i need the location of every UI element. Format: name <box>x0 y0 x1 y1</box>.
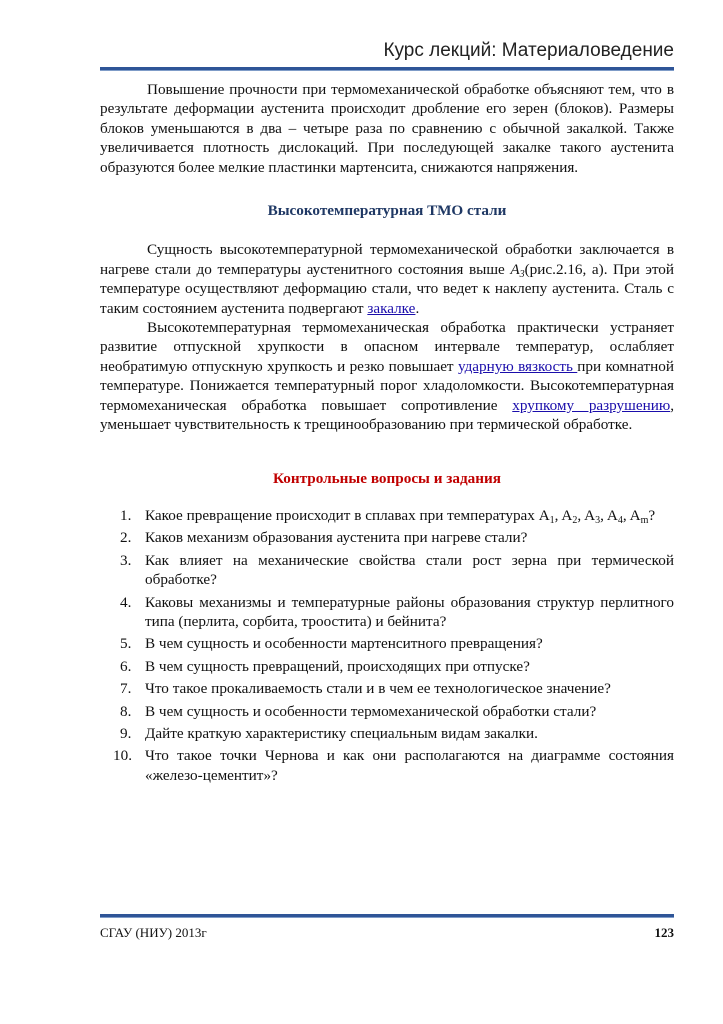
separator: , A <box>577 506 596 524</box>
question-text: Что такое точки Чернова и как они располагаются на диаграмме состояния «железо-цементит»? <box>145 747 674 784</box>
paragraph-effects <box>100 318 674 434</box>
question-text: Каковы механизмы и температурные районы образования структур перлитного типа (перлита, сорбита, троостита) и бейнита? <box>145 593 674 630</box>
question-number: 5. <box>120 635 132 653</box>
text-run: . <box>415 299 420 317</box>
header-rule <box>100 67 674 71</box>
text-run: при комнатной температуре. Понижается температурный порог хладоломкости. Высокотемпературная термомеханическая обработка повышает сопротивление <box>100 357 674 414</box>
footer-institution: СГАУ (НИУ) 2013г <box>100 925 207 940</box>
question-number: 6. <box>120 657 132 675</box>
list-item <box>100 551 674 590</box>
question-number: 2. <box>120 529 132 547</box>
subscript: 4 <box>617 514 623 526</box>
list-item <box>100 506 674 525</box>
page-number: 123 <box>654 925 674 940</box>
link-impact-toughness[interactable]: ударную вязкость <box>457 357 578 375</box>
list-item <box>100 724 674 743</box>
question-number: 7. <box>120 680 132 698</box>
text-run: Сущность высокотемпературной термомеханической обработки заключается в нагреве стали до температуры аустенитного состояния выше <box>100 241 674 278</box>
subscript: 1 <box>549 514 555 526</box>
questions-list <box>100 506 674 785</box>
list-item <box>100 657 674 676</box>
question-text: В чем сущность превращений, происходящих при отпуске? <box>145 657 530 675</box>
question-number: 3. <box>120 551 132 569</box>
question-text: В чем сущность и особенности термомеханической обработки стали? <box>145 702 597 720</box>
question-number: 8. <box>120 702 132 720</box>
list-item <box>100 634 674 653</box>
subscript: 2 <box>572 514 578 526</box>
footer-rule <box>100 914 674 918</box>
subscript: m <box>640 514 649 526</box>
question-text: В чем сущность и особенности мартенситного превращения? <box>145 635 543 653</box>
question-text: Каков механизм образования аустенита при нагреве стали? <box>145 529 528 547</box>
link-zakalka[interactable]: закалке <box>367 299 416 317</box>
intro-paragraph: Повышение прочности при термомеханической обработке объясняют тем, что в результате деформации аустенита происходит дробление его зерен (блоков). Размеры блоков уменьшаются в два – четыре раза по сравнению с обычной закалкой. Также увеличивается плотность дислокаций. При последующей закалке такого аустенита образуются более мелкие пластинки мартенсита, снижаются напряжения. <box>100 81 674 176</box>
section-heading-questions: Контрольные вопросы и задания <box>273 469 501 487</box>
question-text: Дайте краткую характеристику специальным видам закалки. <box>145 724 538 742</box>
list-item <box>100 746 674 785</box>
symbol-letter: A <box>510 260 520 278</box>
page-header-title: Курс лекций: Материаловедение <box>383 40 674 61</box>
page-footer <box>100 925 674 941</box>
paragraph-essence <box>100 240 674 318</box>
text-run: Высокотемпературная термомеханическая обработка практически устраняет развитие отпускной хрупкости в опасном интервале температур, ослабляет необратимую отпускную хрупкость и резко повышает <box>100 319 674 375</box>
subscript: 3 <box>595 514 601 526</box>
list-item <box>100 528 674 547</box>
page-content <box>100 80 674 788</box>
text-run: (рис.2.16, а). При этой температуре осуществляют деформацию стали, что ведет к наклепу аустенита. Сталь с таким состоянием аустенита подвергают <box>100 260 674 317</box>
list-item <box>100 593 674 632</box>
separator: , A <box>600 506 618 524</box>
symbol-subscript: 3 <box>519 268 525 280</box>
list-item <box>100 679 674 698</box>
question-number: 4. <box>120 593 132 611</box>
question-number: 10. <box>113 747 132 765</box>
question-text: Что такое прокаливаемость стали и в чем ее технологическое значение? <box>145 680 611 698</box>
question-text: Какое превращение происходит в сплавах при температурах A <box>145 506 550 524</box>
question-text: Как влияет на механические свойства стали рост зерна при термической обработке? <box>145 551 674 589</box>
section-heading-hightemp-tmo: Высокотемпературная ТМО стали <box>267 202 507 220</box>
separator: , A <box>554 506 573 524</box>
separator: , A <box>622 506 641 524</box>
text-run: , уменьшает чувствительность к трещинообразованию при термической обработке. <box>100 396 674 434</box>
question-number: 1. <box>120 506 132 524</box>
symbol-a3 <box>510 261 524 278</box>
list-item <box>100 702 674 721</box>
link-brittle-fracture[interactable]: хрупкому разрушению <box>512 396 671 414</box>
question-number: 9. <box>120 724 132 742</box>
question-end: ? <box>648 506 656 524</box>
